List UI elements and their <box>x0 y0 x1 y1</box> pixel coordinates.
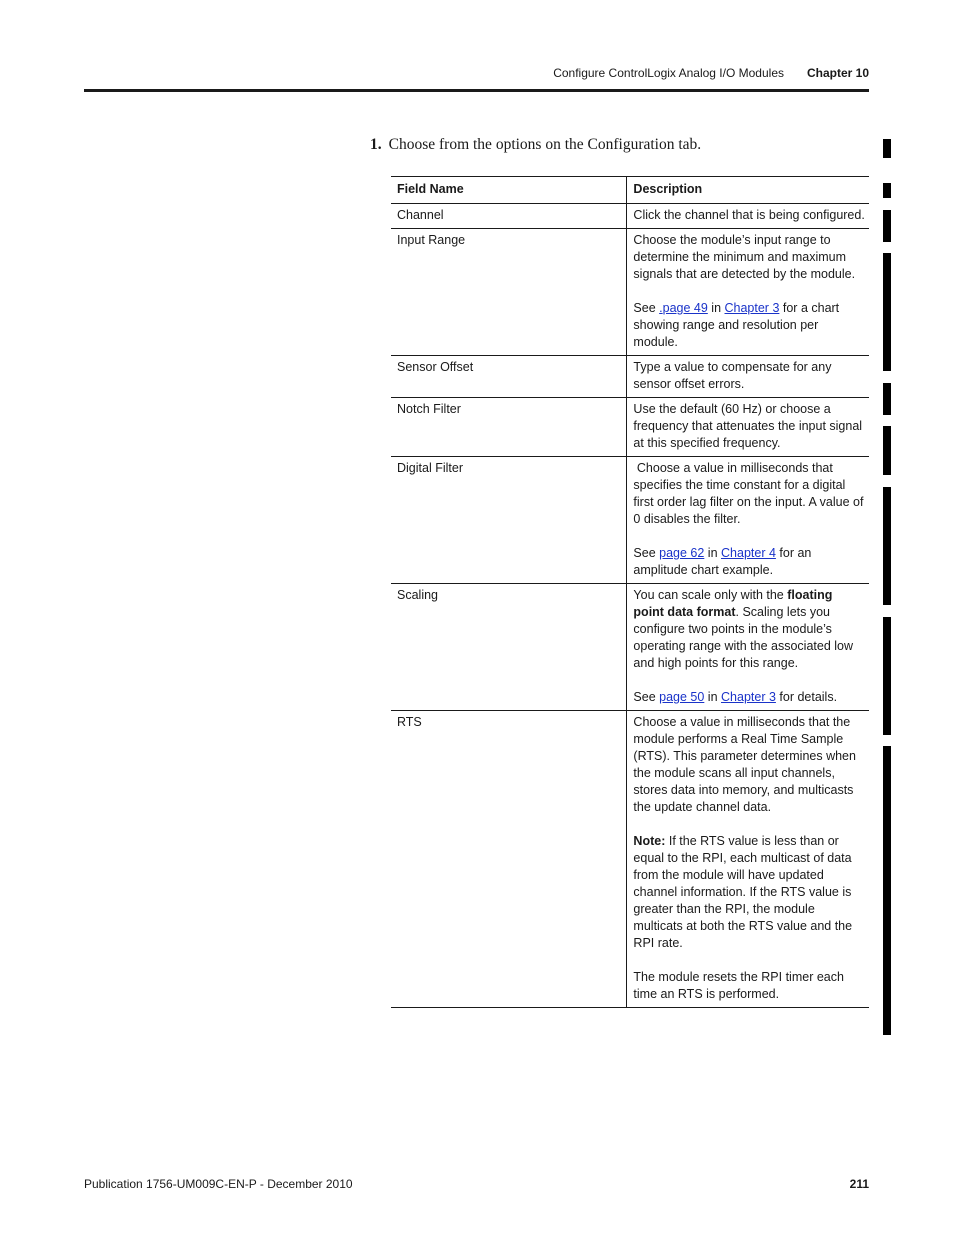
table-row <box>391 584 869 711</box>
description-cell <box>627 457 869 584</box>
column-header-description: Description <box>627 177 869 204</box>
chapter-link[interactable]: Chapter 3 <box>724 301 780 315</box>
note-label: Note: <box>633 834 666 848</box>
publication-number: Publication 1756-UM009C-EN-P - December 2010 <box>84 1177 353 1191</box>
change-bar <box>883 139 891 158</box>
chapter-link[interactable]: Chapter 4 <box>721 546 776 560</box>
column-header-field-name: Field Name <box>391 177 627 204</box>
description-text: Use the default (60 Hz) or choose a frequency that attenuates the input signal at this specified frequency. <box>633 402 863 450</box>
description-text: Choose a value in milliseconds that specifies the time constant for a digital first order lag filter on the input. A value of 0 disables the filter. <box>633 461 867 526</box>
change-bar <box>883 253 891 371</box>
header-rule <box>84 89 869 92</box>
page-link[interactable]: .page 49 <box>659 301 708 315</box>
step-instruction <box>370 136 701 154</box>
change-bar <box>883 617 891 735</box>
configuration-fields-table <box>391 176 869 1008</box>
field-name-cell: Channel <box>391 204 627 229</box>
table-row <box>391 204 869 229</box>
step-number: 1. <box>370 136 382 153</box>
description-cell <box>627 398 869 457</box>
cross-reference: See page 50 in Chapter 3 for details. <box>633 690 838 704</box>
description-text: You can scale only with the floating point data format. Scaling lets you configure two points in the module’s operating range with the associated low and high points for this range. <box>633 588 854 670</box>
bold-term: floating point data format <box>633 588 833 619</box>
page-number: 211 <box>849 1177 869 1191</box>
description-cell <box>627 204 869 229</box>
description-text: The module resets the RPI timer each time an RTS is performed. <box>633 970 844 1001</box>
running-header <box>84 66 869 82</box>
field-name-cell: Scaling <box>391 584 627 711</box>
table-header-row <box>391 177 869 204</box>
description-cell <box>627 711 869 1008</box>
field-name-cell: RTS <box>391 711 627 1008</box>
change-bar <box>883 487 891 605</box>
description-text: Choose a value in milliseconds that the module performs a Real Time Sample (RTS). This parameter determines when the module scans all input channels, stores data into memory, and multicasts the update channel data. <box>633 715 856 814</box>
description-text: Click the channel that is being configured. <box>633 208 865 222</box>
description-cell <box>627 229 869 356</box>
table-row <box>391 398 869 457</box>
header-section-title: Configure ControlLogix Analog I/O Modules <box>553 66 784 80</box>
field-name-cell: Notch Filter <box>391 398 627 457</box>
table-row <box>391 356 869 398</box>
field-name-cell: Input Range <box>391 229 627 356</box>
chapter-link[interactable]: Chapter 3 <box>721 690 776 704</box>
description-cell <box>627 584 869 711</box>
page-link[interactable]: page 62 <box>659 546 705 560</box>
change-bar <box>883 383 891 415</box>
running-footer <box>84 1177 869 1193</box>
table-row <box>391 711 869 1008</box>
change-bar <box>883 746 891 1035</box>
field-name-cell: Sensor Offset <box>391 356 627 398</box>
header-chapter: Chapter 10 <box>806 66 869 80</box>
description-text: Choose the module’s input range to determine the minimum and maximum signals that are detected by the module. <box>633 233 856 281</box>
change-bar <box>883 426 891 475</box>
table-row <box>391 229 869 356</box>
page-link[interactable]: page 50 <box>659 690 705 704</box>
field-name-cell: Digital Filter <box>391 457 627 584</box>
cross-reference: See page 62 in Chapter 4 for an amplitude chart example. <box>633 546 812 577</box>
cross-reference: See .page 49 in Chapter 3 for a chart showing range and resolution per module. <box>633 301 840 349</box>
description-cell <box>627 356 869 398</box>
change-bar <box>883 183 891 198</box>
table-row <box>391 457 869 584</box>
note-text: Note: If the RTS value is less than or equal to the RPI, each multicast of data from the module will have updated channel information. If the RTS value is greater than the RPI, the module multicats at both the RTS value and the RPI rate. <box>633 834 853 950</box>
description-text: Type a value to compensate for any sensor offset errors. <box>633 360 832 391</box>
step-text: Choose from the options on the Configuration tab. <box>388 136 702 153</box>
change-bar <box>883 210 891 242</box>
